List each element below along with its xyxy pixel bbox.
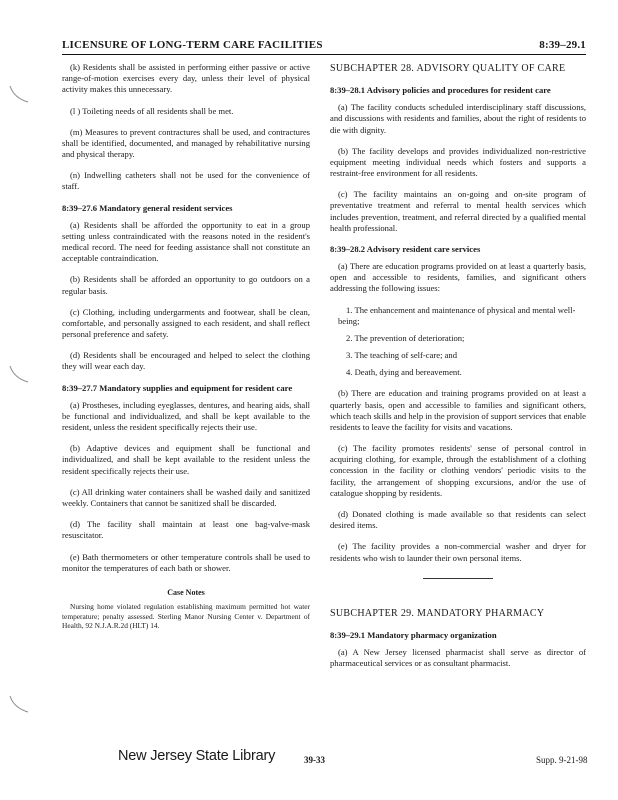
list-item: 1. The enhancement and maintenance of physical and mental well-being; — [338, 304, 576, 326]
header-section-number: 8:39–29.1 — [539, 39, 586, 51]
library-watermark: New Jersey State Library — [118, 748, 276, 764]
paragraph-m: (m) Measures to prevent contractures shall be used, and contractures shall be identified, documented, and managed by rehabilitative nursing and physical therapy. — [62, 126, 310, 160]
section-heading-28-1: 8:39–28.1 Advisory policies and procedures for resident care — [330, 85, 551, 95]
paragraph-k: (k) Residents shall be assisted in performing either passive or active range-of-motion exercises every day, unless their level of physical activity makes this unnecessary. — [62, 62, 310, 95]
section-heading-29-1: 8:39–29.1 Mandatory pharmacy organization — [330, 629, 497, 640]
section-heading-27-7: 8:39–27.7 Mandatory supplies and equipment for resident care — [62, 382, 293, 393]
paragraph-28-2-e: (e) The facility provides a non-commercial washer and dryer for residents who wish to launder their own personal items. — [330, 541, 586, 563]
list-item: 2. The prevention of deterioration; — [346, 332, 465, 343]
paragraph-27-7-d: (d) The facility shall maintain at least one bag-valve-mask resuscitator. — [62, 519, 310, 541]
paragraph-27-6-c: (c) Clothing, including undergarments and footwear, shall be clean, comfortable, and personally assigned to each resident, and shall reflect personal preference and safety. — [62, 306, 310, 340]
paragraph-27-7-b: (b) Adaptive devices and equipment shall be functional and individualized, and shall be kept available to the resident unless the resident specifically rejects their use. — [62, 443, 310, 476]
subchapter-28-heading: SUBCHAPTER 28. ADVISORY QUALITY OF CARE — [330, 63, 566, 74]
paragraph-l: (l ) Toileting needs of all residents shall be met. — [70, 105, 234, 116]
paragraph-28-2-d: (d) Donated clothing is made available so that residents can select desired items. — [330, 508, 586, 531]
paragraph-27-6-b: (b) Residents shall be afforded an opportunity to go outdoors on a regular basis. — [62, 274, 310, 296]
header-title: LICENSURE OF LONG-TERM CARE FACILITIES — [62, 39, 323, 51]
binding-hole-mark-top — [6, 82, 36, 112]
issues-list — [330, 305, 586, 379]
supplement-date: Supp. 9-21-98 — [536, 755, 588, 765]
left-column — [62, 62, 310, 631]
paragraph-29-1-a: (a) A New Jersey licensed pharmacist shall serve as director of pharmaceutical services or as consultant pharmacist. — [330, 646, 586, 669]
running-header — [62, 34, 586, 55]
paragraph-28-1-a: (a) The facility conducts scheduled interdisciplinary staff discussions, and discussions with residents and families, about the right of residents to die with dignity. — [330, 102, 586, 135]
binding-hole-mark-bottom — [6, 692, 36, 722]
subchapter-29-heading: SUBCHAPTER 29. MANDATORY PHARMACY — [330, 607, 545, 619]
paragraph-27-6-a: (a) Residents shall be afforded the opportunity to eat in a group setting unless contraindicated with the reasons noted in the resident's medical record. The need for feeding assistance shall not constitute an acceptable contraindication. — [62, 219, 310, 264]
paragraph-28-2-c: (c) The facility promotes residents' sense of personal control in acquiring clothing, for example, through the establishment of a clothing concession in the facility or clothing vendors' periodic visits to the facility, the arrangement of shopping excursions, and/or the use of catalogue shopping by residents. — [330, 443, 586, 498]
paragraph-27-7-c: (c) All drinking water containers shall be washed daily and sanitized weekly. Containers that cannot be sanitized shall be discarded. — [62, 486, 310, 508]
list-item: 4. Death, dying and bereavement. — [346, 367, 462, 378]
section-divider — [423, 578, 493, 579]
paragraph-27-6-d: (d) Residents shall be encouraged and helped to select the clothing they will wear each day. — [62, 350, 310, 372]
paragraph-27-7-a: (a) Prostheses, including eyeglasses, dentures, and hearing aids, shall be functional and individualized, and shall be kept available to the resident, unless the resident specifically rejects their use. — [62, 399, 310, 433]
paragraph-28-2-b: (b) There are education and training programs provided on at least a quarterly basis, open and accessible to families and significant others, which teach skills and help in the provision of support services that enable residents to leave the facility for visits and vacations. — [330, 388, 586, 432]
binding-hole-mark-middle — [6, 362, 36, 392]
list-item: 3. The teaching of self-care; and — [346, 350, 458, 361]
case-notes-title: Case Notes — [167, 587, 205, 597]
page-number: 39-33 — [304, 755, 325, 765]
paragraph-28-2-a: (a) There are education programs provided on at least a quarterly basis, open and accessible to residents, families, and significant others addressing the following issues: — [330, 261, 586, 294]
paragraph-27-7-e: (e) Bath thermometers or other temperature controls shall be used to monitor the temperatures of each bath or shower. — [62, 551, 310, 573]
paragraph-n: (n) Indwelling catheters shall not be used for the convenience of staff. — [62, 170, 310, 192]
case-notes-body: Nursing home violated regulation establishing maximum permitted hot water temperature; penalty assessed. Sterling Manor Nursing Center v. Department of Health, 92 N.J.A.R.2d (HLT) 14. — [62, 602, 310, 631]
section-heading-27-6: 8:39–27.6 Mandatory general resident services — [62, 202, 233, 213]
paragraph-28-1-b: (b) The facility develops and provides individualized non-restrictive equipment meeting individual needs which fosters and supports a restraint-free environment for all residents. — [330, 145, 586, 179]
right-column — [330, 62, 586, 679]
section-heading-28-2: 8:39–28.2 Advisory resident care services — [330, 243, 481, 254]
paragraph-28-1-c: (c) The facility maintains an on-going and on-site program of preventative treatment and referral to mental health services which includes prevention, treatment, and referral directed by a qualified mental health professional. — [330, 189, 586, 233]
